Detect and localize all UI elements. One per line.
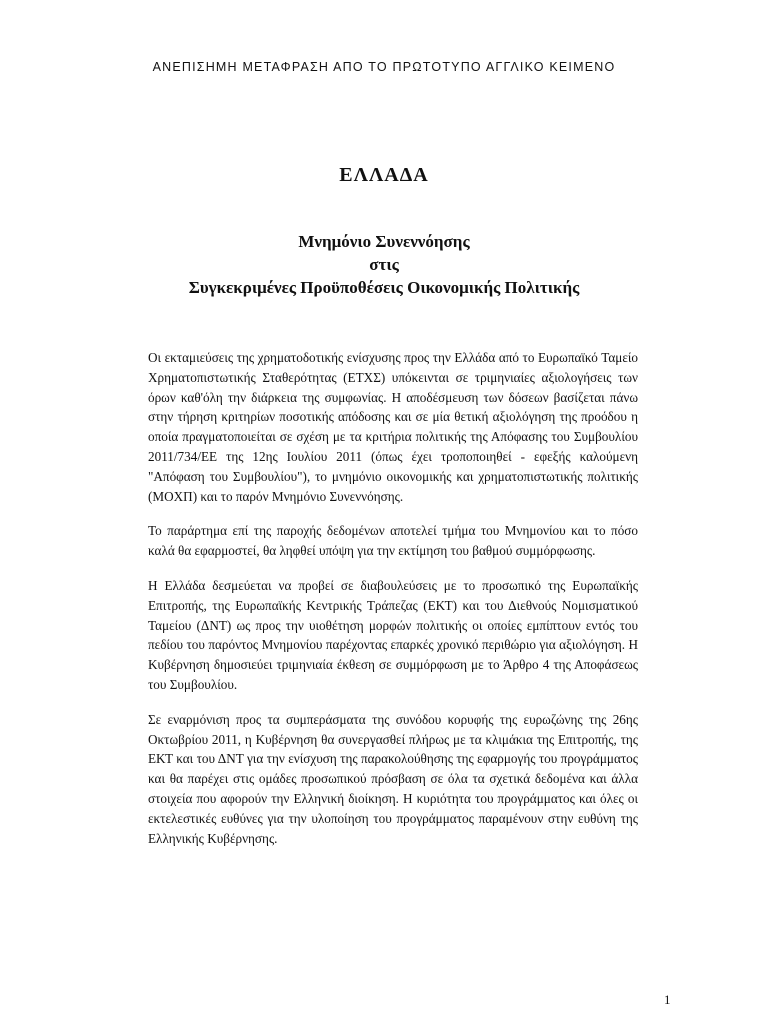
paragraph-disbursements: Οι εκταμιεύσεις της χρηματοδοτικής ενίσχυσης προς την Ελλάδα από το Ευρωπαϊκό Ταμείο Χρηματοπιστωτικής Σταθερότητας (ΕΤΧΣ) υπόκεινται σε τριμηνιαίες αξιολογήσεις των όρων καθ'όλη την διάρκεια της συμφωνίας. Η αποδέσμευση των δόσεων βασίζεται πάνω στην τήρηση κριτηρίων ποσοτικής απόδοσης και σε μία θετική αξιολόγηση της προόδου η οποία πραγματοποιείται σε σχέση με τα κριτήρια πολιτικής της Απόφασης του Συμβουλίου 2011/734/ΕΕ της 12ης Ιουλίου 2011 (όπως έχει τροποποιηθεί - εφεξής καλούμενη "Απόφαση του Συμβουλίου"), το μνημόνιο οικονομικής και χρηματοπιστωτικής πολιτικής (ΜΟΧΠ) και το παρόν Μνημόνιο Συνεννόησης. — [148, 350, 638, 504]
paragraph-data-annex: Το παράρτημα επί της παροχής δεδομένων αποτελεί τμήμα του Μνημονίου και το πόσο καλά θα εφαρμοστεί, θα ληφθεί υπόψη για την εκτίμηση του βαθμού συμμόρφωσης. — [148, 523, 638, 559]
page-number: 1 — [664, 992, 671, 1007]
body-text — [148, 348, 638, 863]
translation-notice: ΑΝΕΠΙΣΗΜΗ ΜΕΤΑΦΡΑΣΗ ΑΠΟ ΤΟ ΠΡΩΤΟΤΥΠΟ ΑΓΓΛΙΚΟ ΚΕΙΜΕΝΟ — [152, 60, 616, 74]
memo-title — [0, 230, 768, 299]
memo-title-line-2: στις — [369, 255, 399, 274]
paragraph-consultations: Η Ελλάδα δεσμεύεται να προβεί σε διαβουλεύσεις με το προσωπικό της Ευρωπαϊκής Επιτροπής, της Ευρωπαϊκής Κεντρικής Τράπεζας (ΕΚΤ) και του Διεθνούς Νομισματικού Ταμείου (ΔΝΤ) ως προς την υιοθέτηση μορφών πολιτικής οι οποίες εμπίπτουν εντός του πεδίου του παρόντος Μνημονίου παρέχοντας επαρκές χρονικό περιθώριο για αξιολόγηση. Η Κυβέρνηση δημοσιεύει τριμηνιαία έκθεση σε συμμόρφωση με το Άρθρο 4 της Αποφάσεως του Συμβουλίου. — [148, 577, 638, 692]
paragraph-eurozone-summit: Σε εναρμόνιση προς τα συμπεράσματα της συνόδου κορυφής της ευρωζώνης της 26ης Οκτωβρίου 2011, η Κυβέρνηση θα συνεργασθεί πλήρως με τα κλιμάκια της Επιτροπής, της ΕΚΤ και του ΔΝΤ για την ενίσχυση της παρακολούθησης της εφαρμογής του προγράμματος και θα παρέχει στις ομάδες προσωπικού πρόσβαση σε όλα τα σχετικά δεδομένα και άλλα στοιχεία που αφορούν την Ελληνική διοίκηση. Η κυριότητα του προγράμματος και όλες οι εκτελεστικές ευθύνες για την υλοποίηση του προγράμματος παραμένουν στην ευθύνη της Ελληνικής Κυβέρνησης. — [148, 711, 638, 846]
memo-title-line-3: Συγκεκριμένες Προϋποθέσεις Οικονομικής Πολιτικής — [188, 278, 580, 297]
country-title: ΕΛΛΑΔΑ — [339, 164, 429, 186]
memo-title-line-1: Μνημόνιο Συνεννόησης — [298, 232, 470, 251]
